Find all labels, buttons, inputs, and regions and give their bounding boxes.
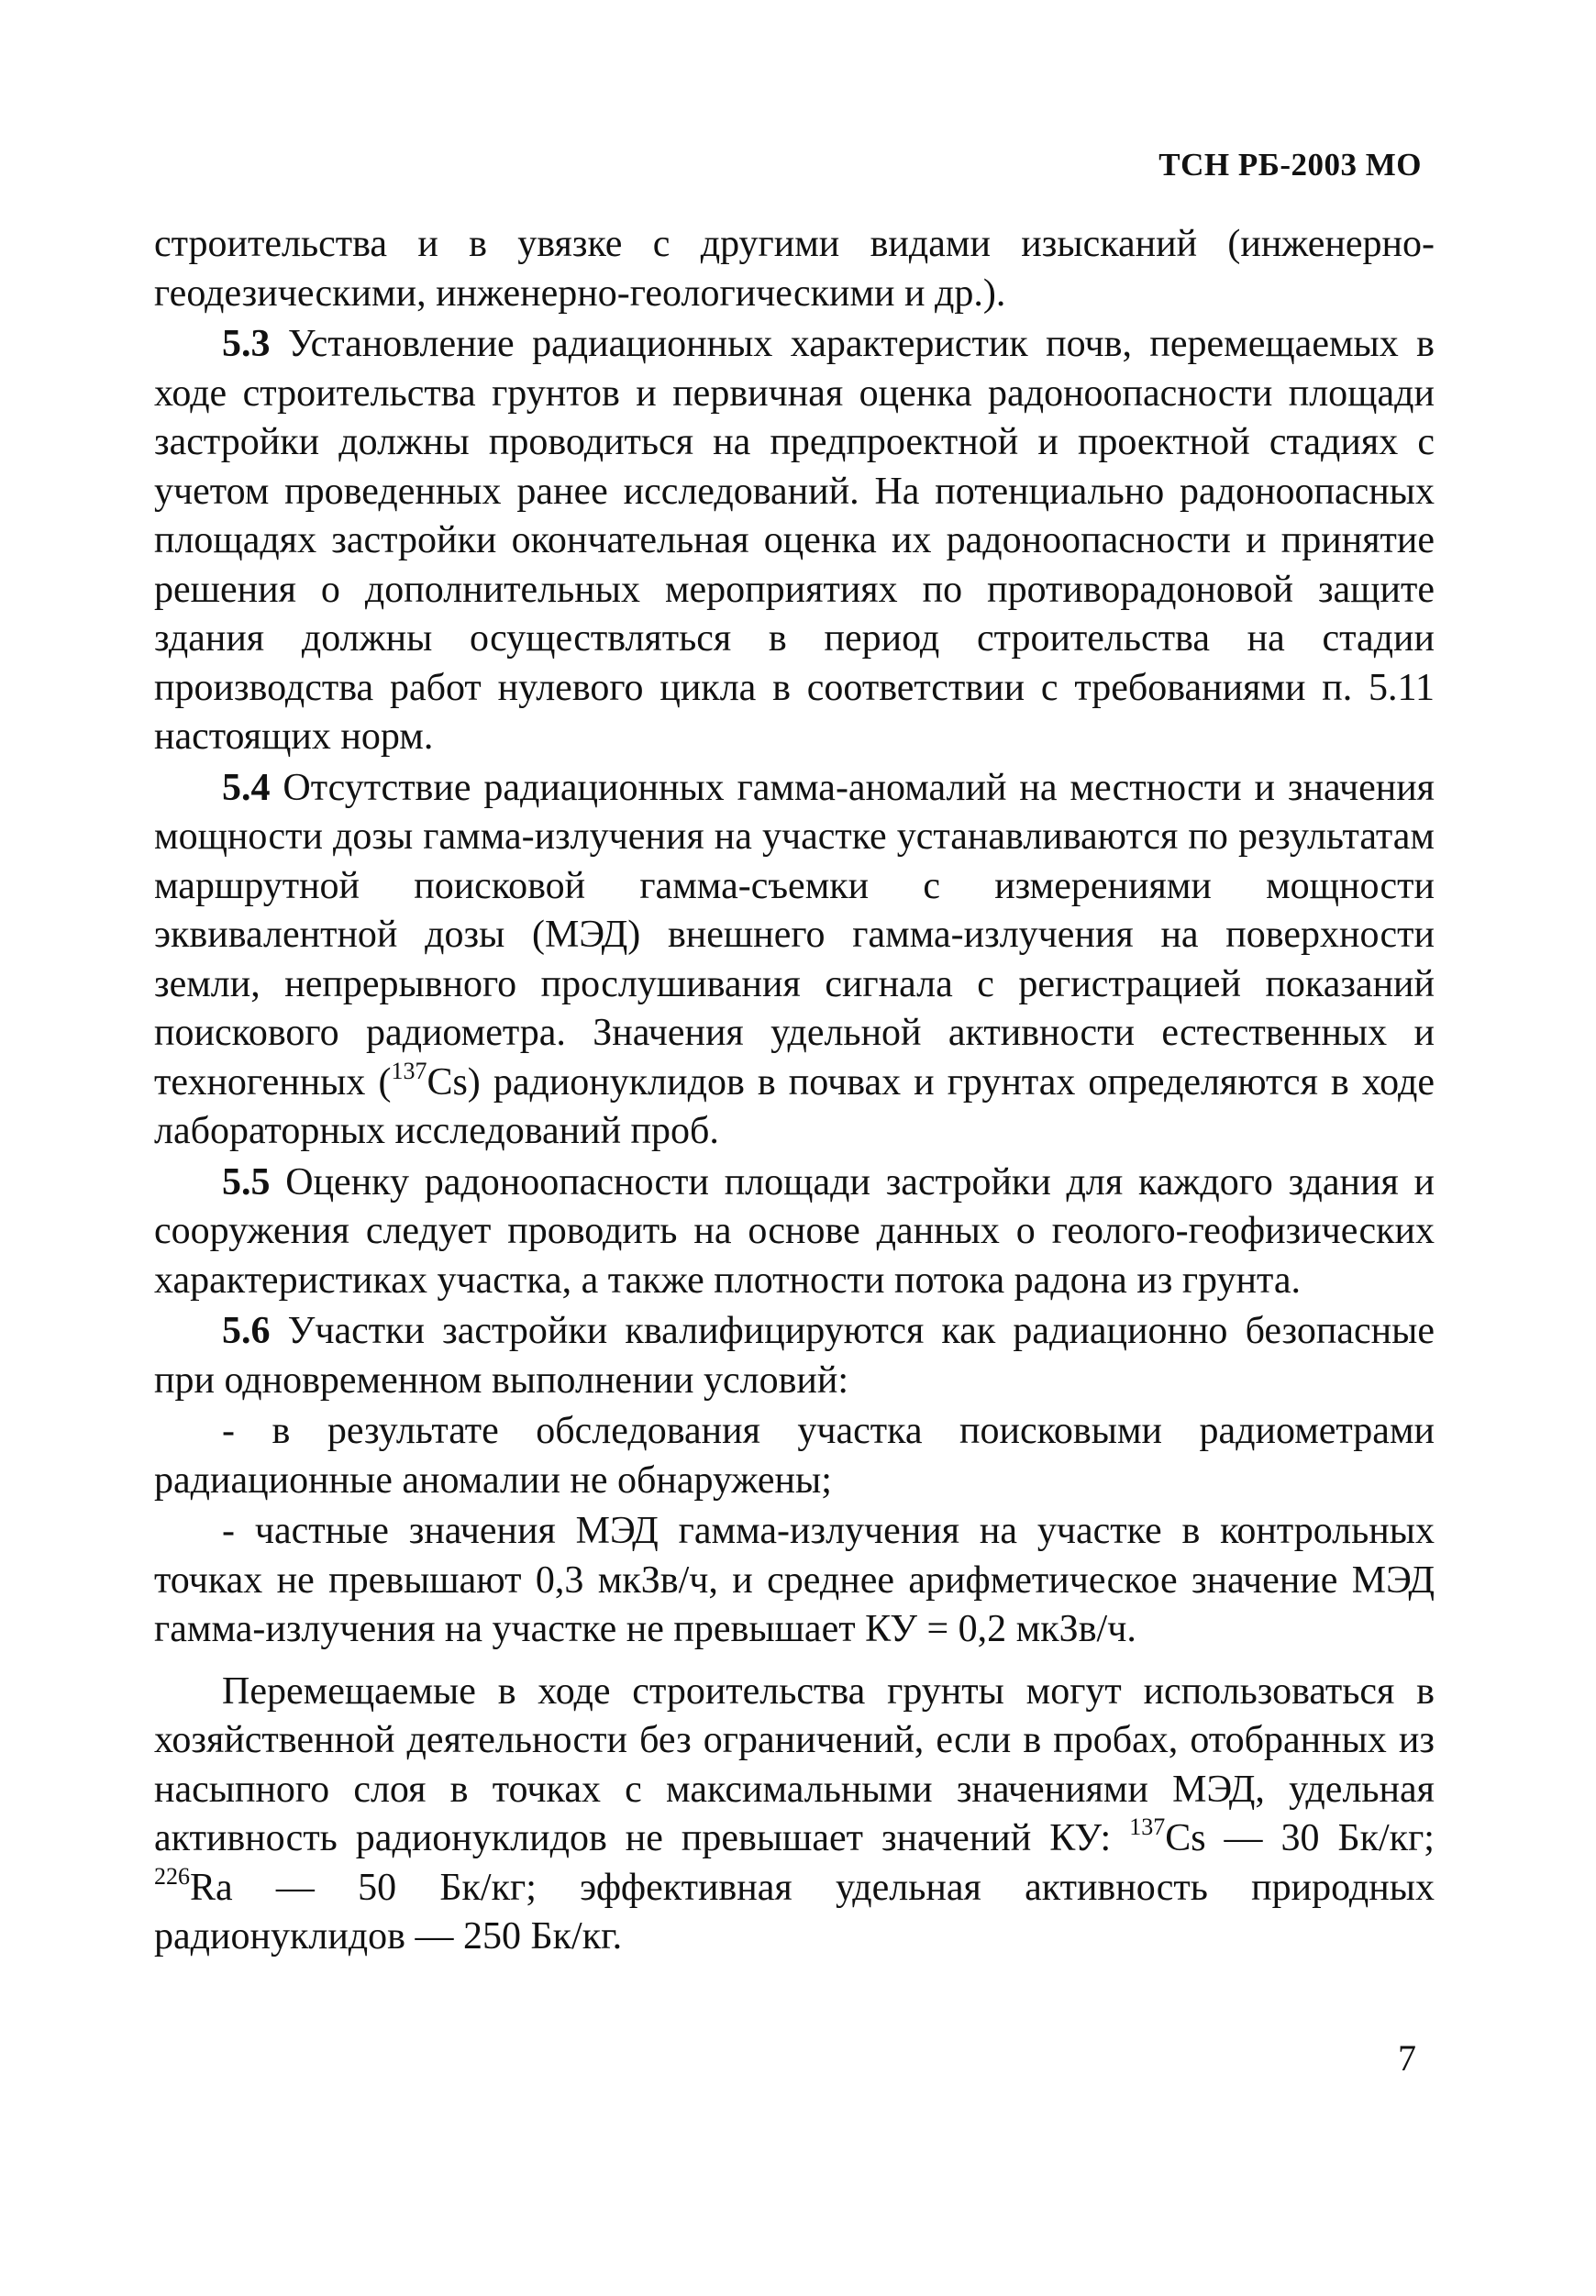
paragraph-text: Cs — 30 Бк/кг; (1165, 1817, 1435, 1859)
clause-number: 5.4 (222, 766, 271, 809)
paragraph-5-4 (154, 764, 1435, 1157)
page-number: 7 (1398, 2037, 1416, 2079)
paragraph-text: Отсутствие радиационных гамма-аномалий на местности и значения мощности дозы гамма-излучения на участке устанавливаются по результатам маршрутной поисковой гамма-съемки с измерениями мощности эквивалентной дозы (МЭД) внешнего гамма-излучения на поверхности земли, непрерывного прослушивания сигнала с регистрацией показаний поискового радиометра. Значения удельной активности естественных и техногенных ( (154, 766, 1435, 1104)
clause-number: 5.5 (222, 1160, 271, 1203)
isotope-superscript: 137 (1129, 1814, 1166, 1840)
paragraph-text: Оценку радоноопасности площади застройки для каждого здания и сооружения следует проводить на основе данных о геолого-геофизических характеристиках участка, а также плотности потока радона из грунта. (154, 1160, 1435, 1302)
clause-number: 5.6 (222, 1310, 271, 1352)
document-body (154, 220, 1435, 1964)
clause-number: 5.3 (222, 323, 271, 365)
paragraph-text: строительства и в увязке с другими видами изысканий (инженерно-геодезическими, инженерно-геологическими и др.). (154, 223, 1435, 315)
paragraph-text: Ra — 50 Бк/кг; эффективная удельная активность природных радионуклидов — 250 Бк/кг. (154, 1866, 1435, 1958)
paragraph-5-6 (154, 1307, 1435, 1405)
paragraph-text: Перемещаемые в ходе строительства грунты могут использоваться в хозяйственной деятельности без ограничений, если в пробах, отобранных из насыпного слоя в точках с максимальными значениями МЭД, удельная активность радионуклидов не превышает значений КУ: (154, 1669, 1435, 1859)
paragraph-text: Участки застройки квалифицируются как радиационно безопасные при одновременном выполнении условий: (154, 1310, 1435, 1402)
condition-item-1 (154, 1407, 1435, 1505)
paragraph-text: - частные значения МЭД гамма-излучения на участке в контрольных точках не превышают 0,3 мкЗв/ч, и среднее арифметическое значение МЭД гамма-излучения на участке не превышает КУ = 0,2 мкЗв/ч. (154, 1510, 1435, 1650)
paragraph-text: Установление радиационных характеристик почв, перемещаемых в ходе строительства грунтов и первичная оценка радоноопасности площади застройки должны проводиться на предпроектной и проектной стадиях с учетом проведенных ранее исследований. На потенциально радоноопасных площадях застройки окончательная оценка их радоноопасности и принятие решения о дополнительных мероприятиях по противорадоновой защите здания должны осуществляться в период строительства на стадии производства работ нулевого цикла в соответствии с требованиями п. 5.11 настоящих норм. (154, 323, 1435, 758)
paragraph-text: Cs) радионуклидов в почвах и грунтах определяются в ходе лабораторных исследований проб. (154, 1060, 1435, 1152)
paragraph-5-5 (154, 1159, 1435, 1306)
isotope-superscript: 226 (154, 1862, 190, 1890)
paragraph-5-3 (154, 320, 1435, 762)
document-code-header: ТСН РБ-2003 МО (1158, 147, 1422, 183)
paragraph-soils (154, 1668, 1435, 1962)
isotope-superscript: 137 (391, 1057, 427, 1084)
paragraph-text: - в результате обследования участка поисковыми радиометрами радиационные аномалии не обнаружены; (154, 1410, 1435, 1502)
paragraph-continuation (154, 220, 1435, 318)
condition-item-2 (154, 1507, 1435, 1655)
